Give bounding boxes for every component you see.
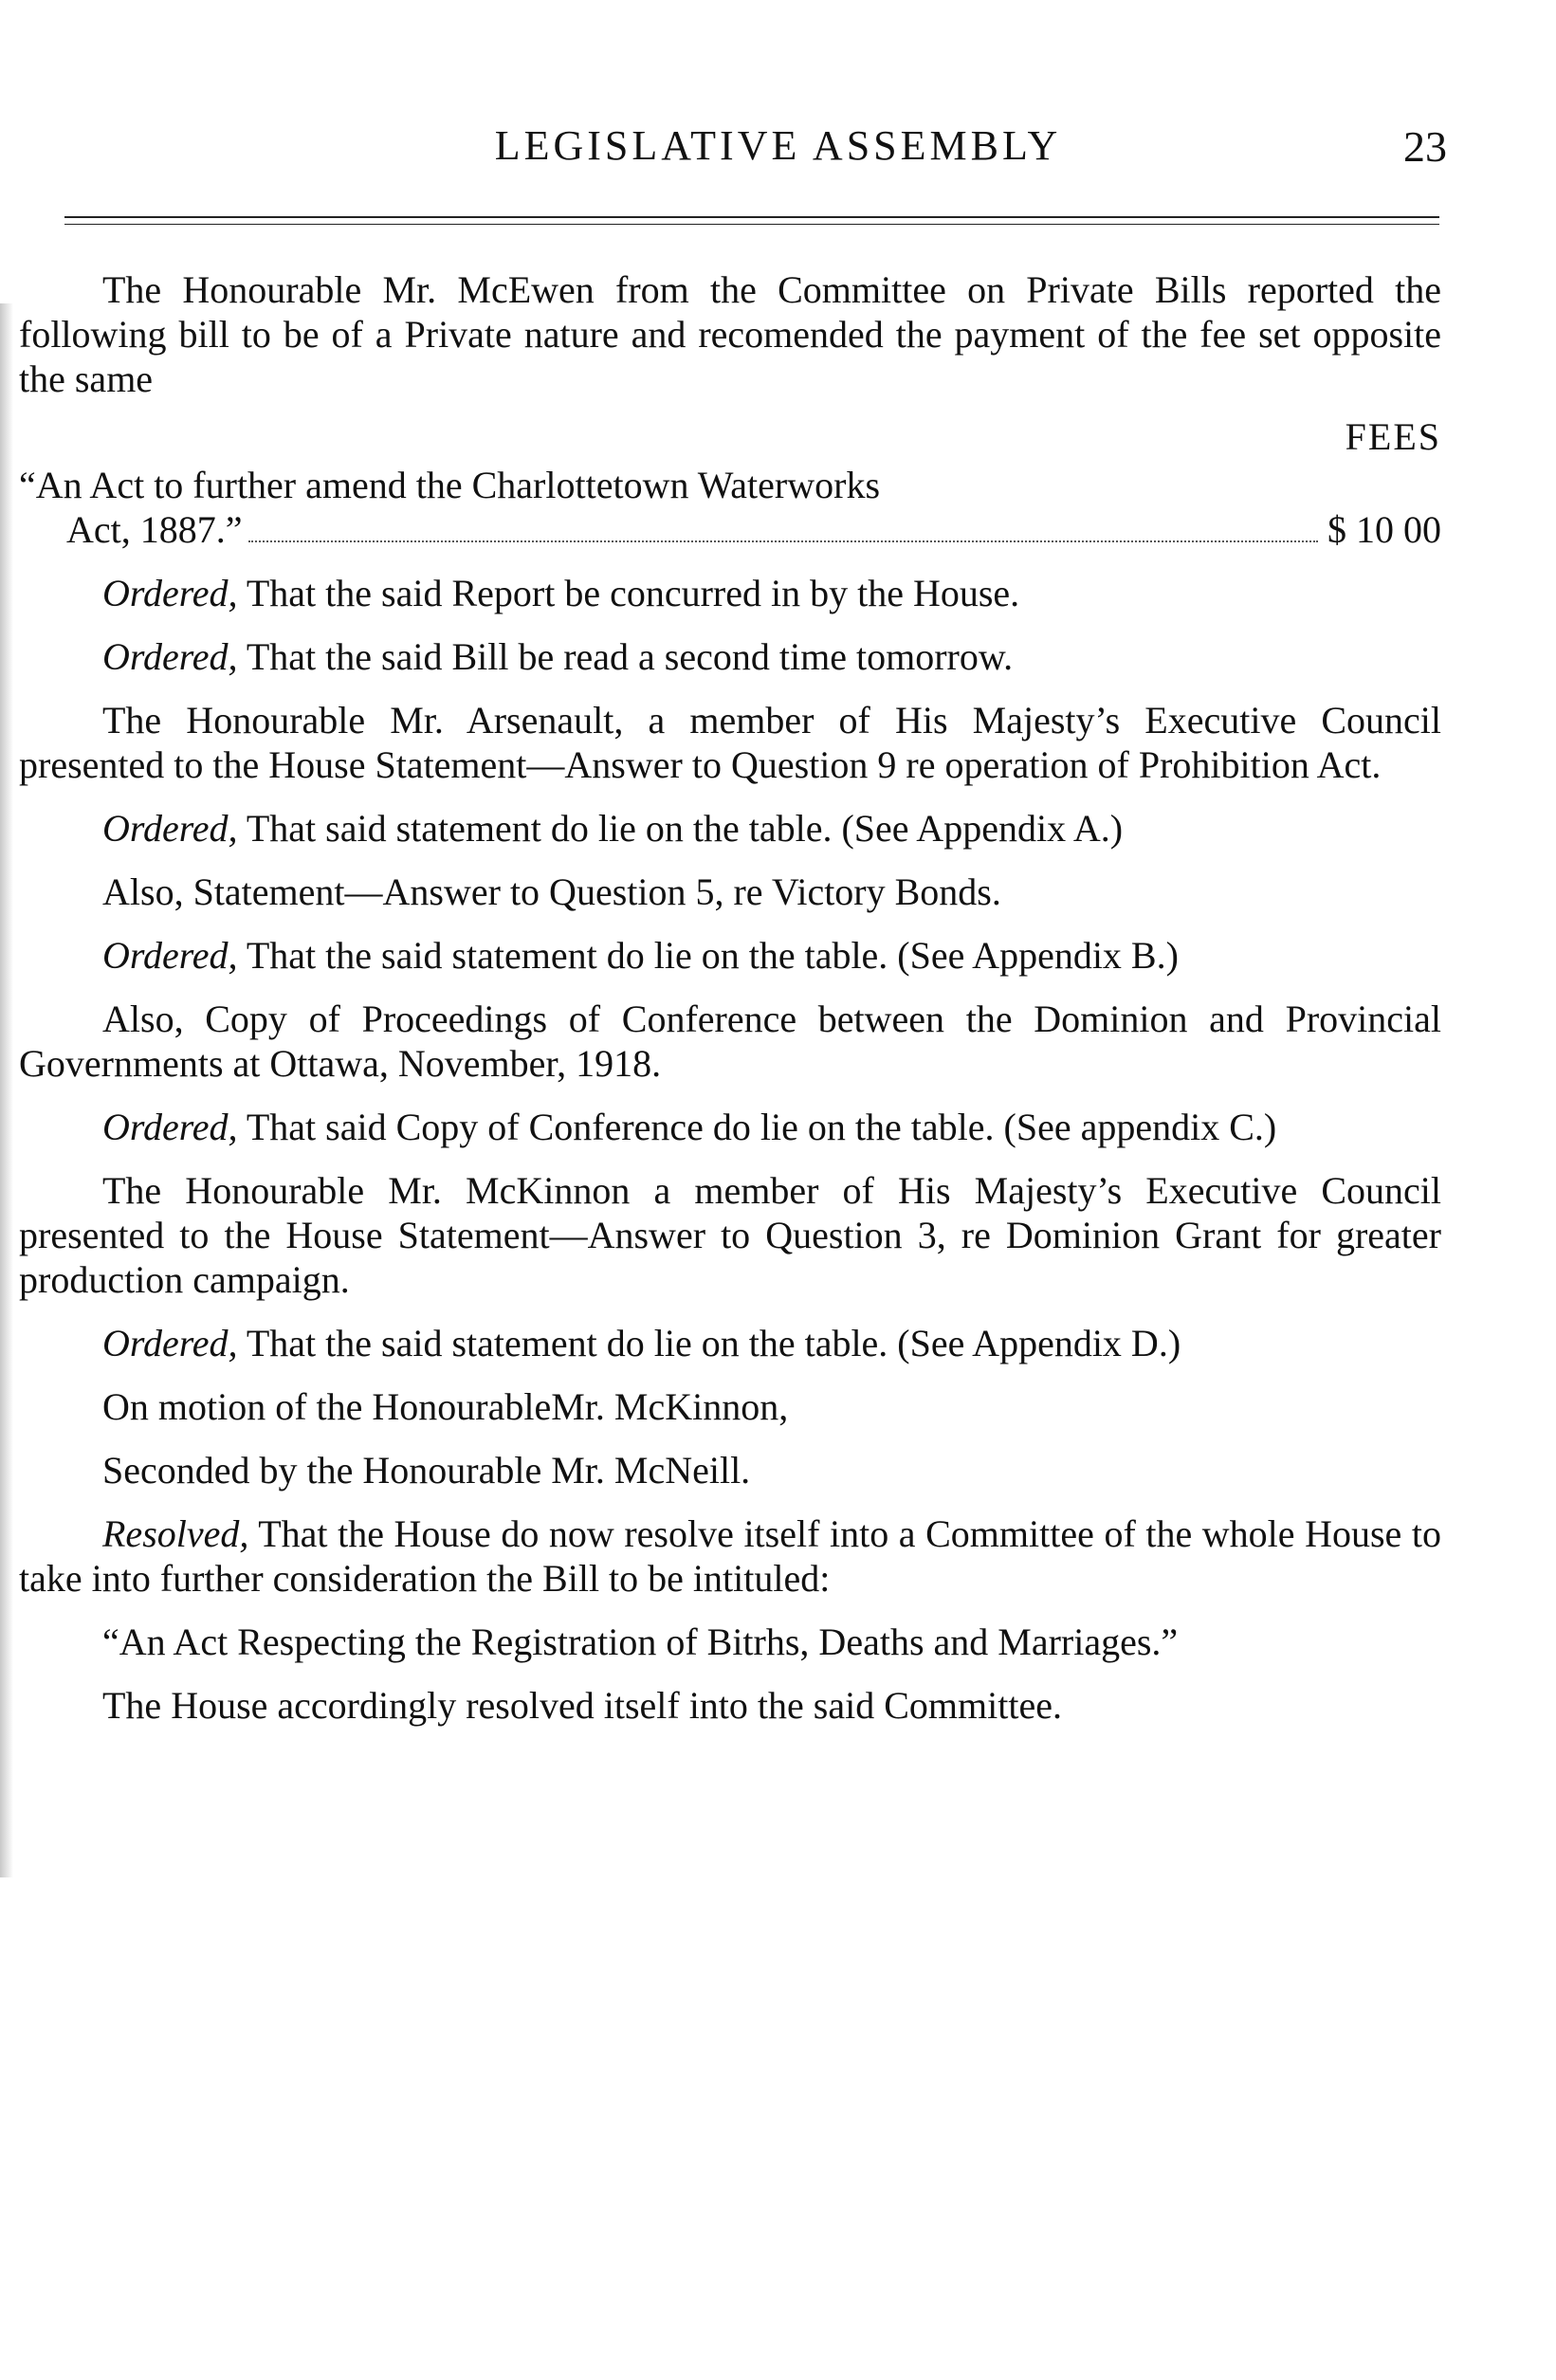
paragraph-motion: On motion of the HonourableMr. McKinnon,	[102, 1385, 789, 1428]
resolution-committee	[19, 1511, 1441, 1601]
paragraph-committee-resolved: The House accordingly resolved itself into the said Committee.	[102, 1684, 1062, 1727]
paragraph-mckinnon-statement: The Honourable Mr. McKinnon a member of His Majesty’s Executive Council presented to the House Statement—Answer to Question 3, re Dominion Grant for greater production campaign.	[19, 1169, 1441, 1301]
ordered-label: Ordered,	[102, 1322, 238, 1364]
leader-dots	[248, 540, 1318, 542]
ordered-label: Ordered,	[102, 635, 238, 678]
resolution-text: That the House do now resolve itself into a Committee of the whole House to take into further consideration the Bill to be intituled:	[19, 1512, 1442, 1600]
order-appendix-b	[19, 933, 1441, 978]
ordered-label: Ordered,	[102, 934, 238, 977]
paragraph-victory-bonds: Also, Statement—Answer to Question 5, re Victory Bonds.	[102, 870, 1001, 913]
page-edge-shadow	[0, 303, 13, 1877]
bill-registration-title: “An Act Respecting the Registration of Bitrhs, Deaths and Marriages.”	[102, 1620, 1179, 1663]
order-text: That the said Bill be read a second time tomorrow.	[246, 635, 1014, 678]
ordered-label: Ordered,	[102, 807, 238, 850]
ordered-label: Ordered,	[102, 1106, 238, 1148]
order-appendix-d	[19, 1321, 1441, 1365]
bill-fee-line	[19, 507, 1441, 552]
fees-heading: FEES	[1345, 415, 1441, 458]
paragraph-arsenault-statement: The Honourable Mr. Arsenault, a member of His Majesty’s Executive Council presented to the House Statement—Answer to Question 9 re operation of Prohibition Act.	[19, 699, 1441, 786]
order-text: That said Copy of Conference do lie on the table. (See appendix C.)	[246, 1106, 1277, 1148]
bill-title: “An Act to further amend the Charlottetown Waterworks	[19, 464, 881, 506]
order-second-reading	[19, 634, 1441, 679]
header-rule-thin	[64, 224, 1439, 225]
page-body	[19, 267, 1441, 1728]
fee-amount: $ 10 00	[1327, 508, 1441, 551]
page-title: LEGISLATIVE ASSEMBLY	[494, 122, 1062, 169]
paragraph-committee-report: The Honourable Mr. McEwen from the Committee on Private Bills reported the following bill to be of a Private nature and recomended the payment of the fee set opposite the same	[19, 268, 1441, 400]
order-appendix-a	[19, 806, 1441, 851]
resolved-label: Resolved,	[102, 1512, 249, 1555]
order-text: That said statement do lie on the table. (See Appendix A.)	[246, 807, 1124, 850]
page-number: 23	[1403, 122, 1447, 171]
paragraph-conference-copy: Also, Copy of Proceedings of Conference between the Dominion and Provincial Governments at Ottawa, November, 1918.	[19, 998, 1441, 1085]
order-appendix-c	[19, 1105, 1441, 1149]
order-text: That the said Report be concurred in by the House.	[246, 572, 1020, 614]
running-head	[0, 121, 1556, 178]
order-text: That the said statement do lie on the table. (See Appendix B.)	[246, 934, 1179, 977]
order-text: That the said statement do lie on the table. (See Appendix D.)	[246, 1322, 1181, 1364]
ordered-label: Ordered,	[102, 572, 238, 614]
header-rule	[64, 216, 1439, 218]
paragraph-seconded: Seconded by the Honourable Mr. McNeill.	[102, 1449, 751, 1492]
bill-title-continued: Act, 1887.”	[66, 508, 243, 551]
order-report-concurred	[19, 571, 1441, 615]
